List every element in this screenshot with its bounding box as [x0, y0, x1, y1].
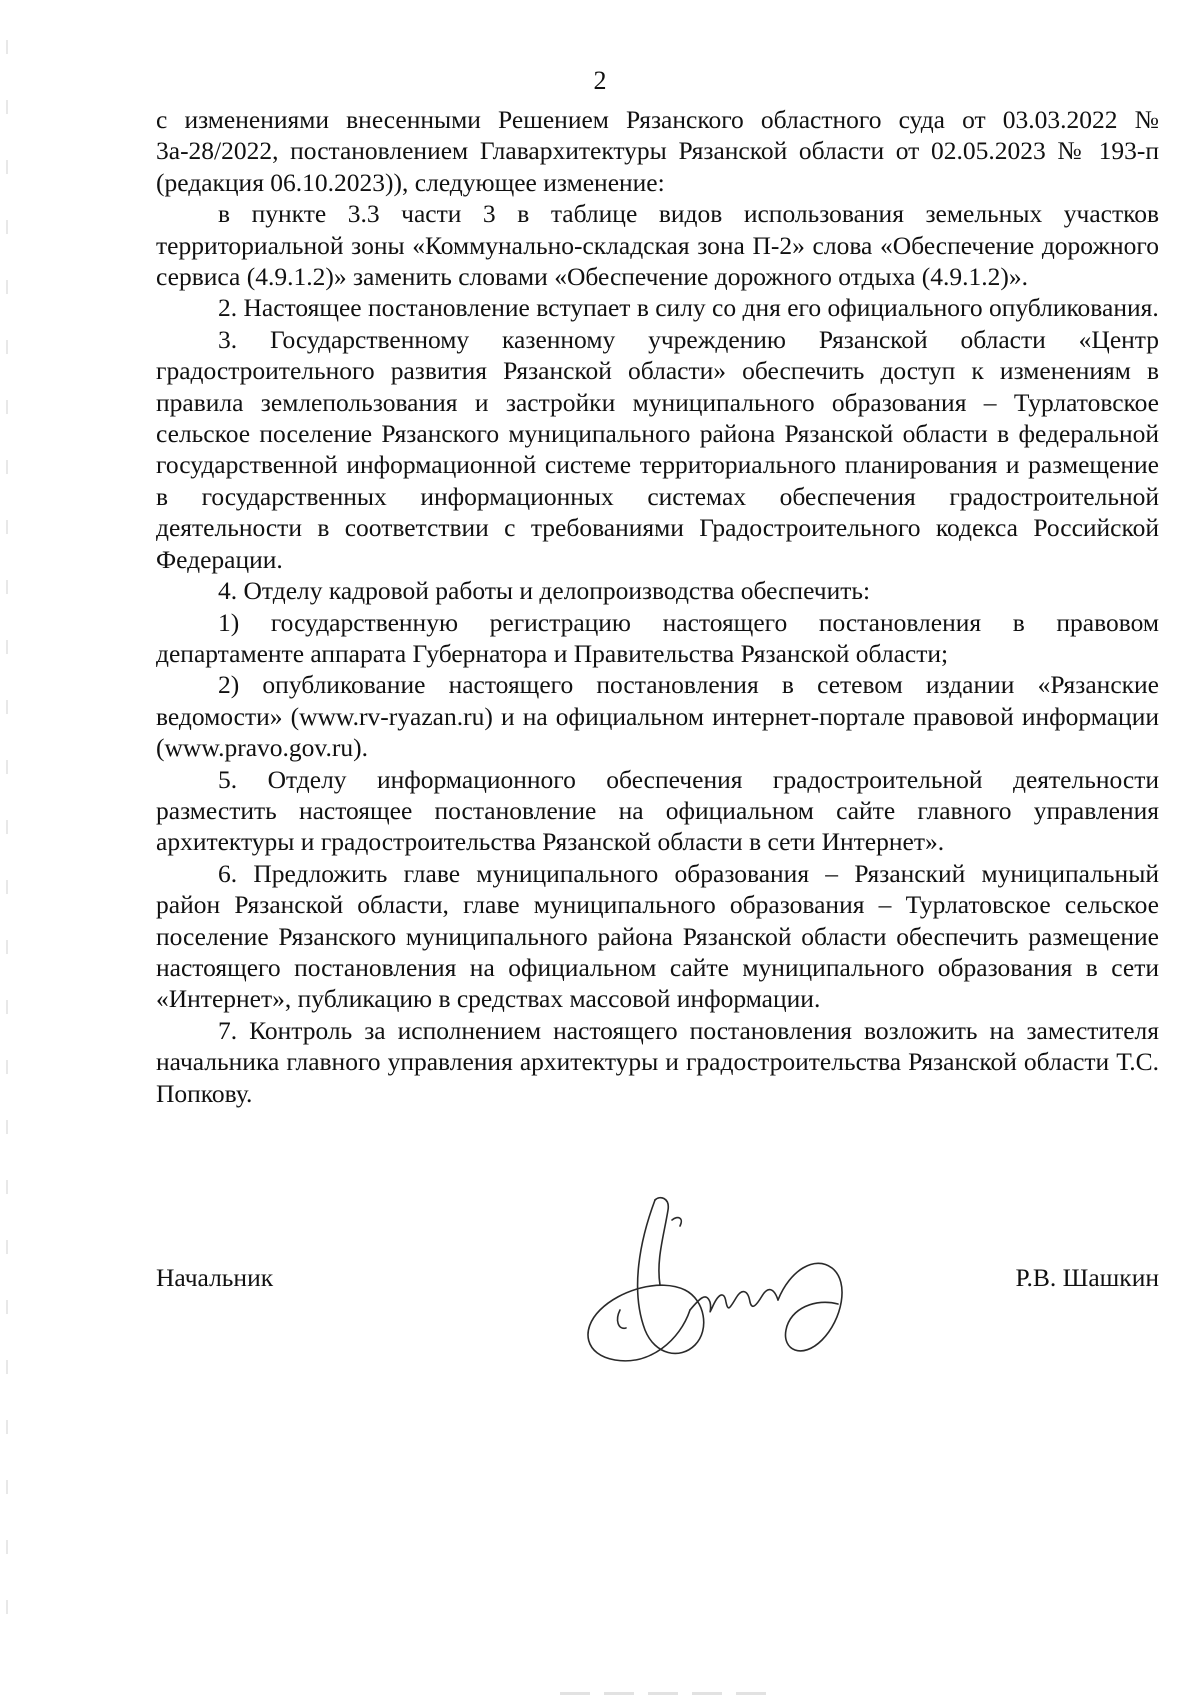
- signature-block: [156, 1262, 1159, 1322]
- paragraph-3-access: 3. Государственному казенному учреждению Рязанской области «Центр градостроительного развития Рязанской области» обеспечить доступ к изменениям в правила землепользования и застройки муниципального образования – Турлатовское сельское поселение Рязанского муниципального района Рязанской области в федеральной государственной информационной системе территориального планирования и размещение в государственных информационных системах обеспечения градостроительной деятельности в соответствии с требованиями Градостроительного кодекса Российской Федерации.: [156, 324, 1159, 574]
- document-body: [156, 104, 1159, 1109]
- page-number: 2: [593, 66, 607, 95]
- signatory-name: Р.В. Шашкин: [1015, 1263, 1159, 1292]
- paragraph-6-municipal: 6. Предложить главе муниципального образования – Рязанский муниципальный район Рязанской области, главе муниципального образования – Турлатовское сельское поселение Рязанского муниципального района Рязанской области обеспечить размещение настоящего постановления на официальном сайте муниципального образования в сети «Интернет», публикацию в средствах массовой информации.: [156, 858, 1159, 1014]
- paragraph-7-control: 7. Контроль за исполнением настоящего постановления возложить на заместителя начальника главного управления архитектуры и градостроительства Рязанской области Т.С. Попкову.: [156, 1015, 1159, 1108]
- paragraph-intro: с изменениями внесенными Решением Рязанского областного суда от 03.03.2022 № 3а-28/2022, постановлением Главархитектуры Рязанской области от 02.05.2023 № 193-п (редакция 06.10.2023)), следующее изменение:: [156, 105, 1159, 197]
- scan-bottom-artifact: [560, 1692, 780, 1695]
- paragraph-4-1-registration: 1) государственную регистрацию настоящего постановления в правовом департаменте аппарата Губернатора и Правительства Рязанской области;: [156, 607, 1159, 668]
- paragraph-5-website: 5. Отделу информационного обеспечения градостроительной деятельности разместить настоящее постановление на официальном сайте главного управления архитектуры и градостроительства Рязанской области в сети Интернет».: [156, 764, 1159, 857]
- paragraph-4-hr-department: 4. Отделу кадровой работы и делопроизводства обеспечить:: [218, 576, 871, 606]
- signatory-position: Начальник: [156, 1263, 274, 1292]
- paragraph-amendment: в пункте 3.3 части 3 в таблице видов использования земельных участков территориальной зоны «Коммунально-складская зона П-2» слова «Обеспечение дорожного сервиса (4.9.1.2)» заменить словами «Обеспечение дорожного отдыха (4.9.1.2)».: [156, 199, 1159, 292]
- paragraph-4-2-publication: 2) опубликование настоящего постановления в сетевом издании «Рязанские ведомости» (www.rv-ryazan.ru) и на официальном интернет-портале правовой информации (www.pravo.gov.ru).: [156, 670, 1159, 763]
- scan-edge-artifact: [6, 40, 8, 1640]
- paragraph-2-effective: 2. Настоящее постановление вступает в силу со дня его официального опубликования.: [218, 293, 1159, 323]
